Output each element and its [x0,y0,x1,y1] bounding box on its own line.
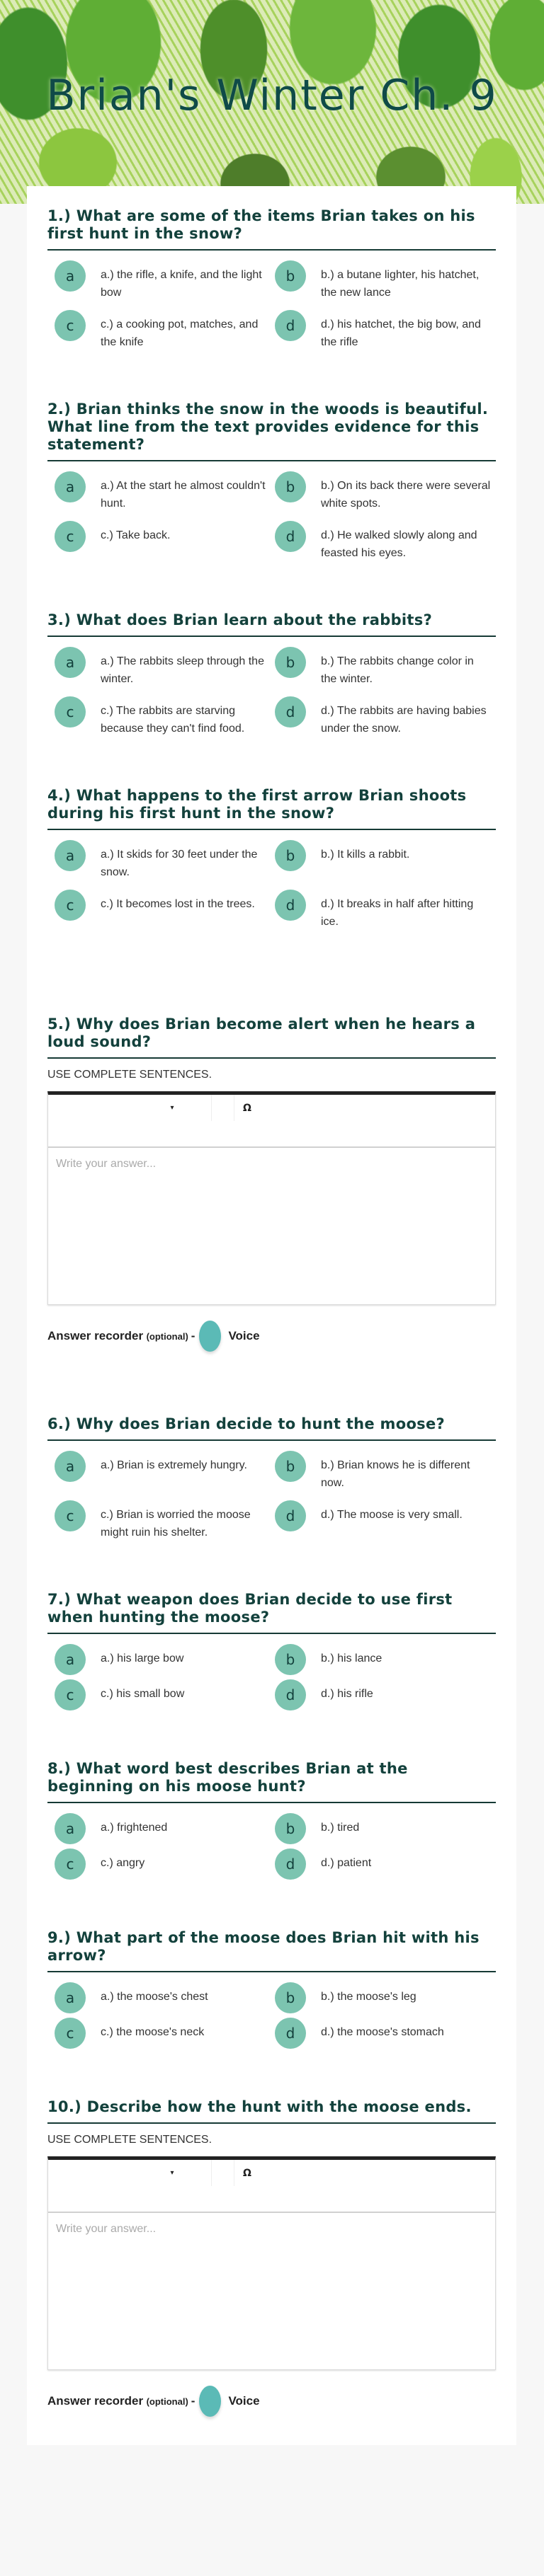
option-letter-badge[interactable]: d [275,1500,306,1531]
page-title: Brian's Winter Ch. 9 [46,71,498,120]
toolbar-button[interactable] [212,2160,234,2186]
option-text: d.) It breaks in half after hitting ice. [321,898,474,928]
option-c[interactable] [55,696,275,737]
option-d[interactable] [275,2018,496,2049]
editor-toolbar [48,2160,495,2213]
option-text: c.) angry [101,1857,145,1869]
options-grid [47,647,496,737]
option-text: b.) On its back there were several white spots. [321,480,491,510]
question-3 [47,611,496,737]
option-text: d.) The moose is very small. [321,1509,463,1521]
option-text: a.) It skids for 30 feet under the snow. [101,849,258,878]
option-c[interactable] [55,521,275,562]
option-letter-badge[interactable]: c [55,310,86,341]
question-9 [47,1929,496,2049]
option-d[interactable] [275,1848,496,1880]
option-text: c.) Brian is worried the moose might ruin his shelter. [101,1509,251,1539]
toolbar-button[interactable] [212,1095,234,1121]
option-a[interactable] [55,647,275,688]
option-letter-badge[interactable]: b [275,1644,306,1675]
option-letter-badge[interactable]: a [55,1644,86,1675]
recorder-dash: - [191,2394,196,2408]
option-letter-badge[interactable]: d [275,696,306,728]
option-d[interactable] [275,696,496,737]
option-text: b.) his lance [321,1652,382,1664]
option-letter-badge[interactable]: c [55,890,86,921]
recorder-dash: - [191,1329,196,1342]
editor-toolbar [48,1095,495,1148]
option-letter-badge[interactable]: b [275,840,306,871]
option-letter-badge[interactable]: d [275,1848,306,1880]
option-text: c.) Take back. [101,529,171,541]
option-c[interactable] [55,310,275,351]
option-d[interactable] [275,1679,496,1710]
omega-icon[interactable]: Ω [243,2167,251,2179]
option-a[interactable] [55,1813,275,1844]
option-letter-badge[interactable]: a [55,647,86,678]
options-grid [47,1982,496,2049]
option-letter-badge[interactable]: a [55,1813,86,1844]
option-letter-badge[interactable]: c [55,1848,86,1880]
option-letter-badge[interactable]: c [55,1500,86,1531]
voice-record-button[interactable] [199,2386,221,2417]
option-d[interactable] [275,310,496,351]
option-text: d.) his hatchet, the big bow, and the rifle [321,318,481,348]
recorder-label: Answer recorder [47,1329,144,1342]
question-title: 5.) Why does Brian become alert when he hears a loud sound? [47,1016,496,1059]
omega-icon[interactable]: Ω [243,1102,251,1114]
option-text: d.) his rifle [321,1688,373,1700]
option-b[interactable] [275,1451,496,1492]
option-letter-badge[interactable]: b [275,471,306,502]
question-title: 1.) What are some of the items Brian takes on his first hunt in the snow? [47,207,496,251]
option-letter-badge[interactable]: b [275,647,306,678]
question-5 [47,1016,496,1352]
option-b[interactable] [275,1982,496,2013]
recorder-optional: (optional) [146,2396,188,2407]
option-b[interactable] [275,840,496,881]
option-text: d.) The rabbits are having babies under the snow. [321,705,487,735]
rich-text-editor [47,2156,496,2370]
question-7 [47,1591,496,1710]
special-character-button[interactable] [234,1095,251,1121]
voice-label: Voice [228,1329,260,1342]
answer-recorder [47,2386,496,2417]
format-dropdown[interactable] [48,2160,212,2186]
option-d[interactable] [275,890,496,931]
option-c[interactable] [55,890,275,931]
option-text: d.) the moose's stomach [321,2026,444,2038]
option-c[interactable] [55,2018,275,2049]
chevron-down-icon[interactable]: ▾ [170,2169,174,2177]
instruction-text: USE COMPLETE SENTENCES. [47,1069,212,1081]
header-banner [0,0,544,204]
options-grid [47,260,496,351]
page-bottom-spacer [0,2445,544,2469]
option-letter-badge[interactable]: a [55,471,86,502]
option-text: a.) his large bow [101,1652,184,1664]
special-character-button[interactable] [234,2160,251,2186]
option-a[interactable] [55,840,275,881]
option-letter-badge[interactable]: c [55,2018,86,2049]
rich-text-editor [47,1091,496,1305]
option-a[interactable] [55,1982,275,2013]
option-text: c.) The rabbits are starving because they can't find food. [101,705,245,735]
option-text: b.) the moose's leg [321,1991,416,2003]
option-letter-badge[interactable]: c [55,521,86,552]
option-c[interactable] [55,1500,275,1541]
option-text: b.) It kills a rabbit. [321,849,410,861]
option-letter-badge[interactable]: a [55,260,86,292]
recorder-optional: (optional) [146,1330,188,1342]
chevron-down-icon[interactable]: ▾ [170,1104,174,1112]
option-letter-badge[interactable]: c [55,696,86,728]
option-letter-badge[interactable]: c [55,1679,86,1710]
option-text: d.) patient [321,1857,372,1869]
option-d[interactable] [275,1500,496,1541]
option-text: a.) the rifle, a knife, and the light bow [101,269,262,299]
question-8 [47,1760,496,1880]
question-title: 2.) Brian thinks the snow in the woods is beautiful. What line from the text provides evidence for this statement? [47,401,496,461]
option-text: c.) the moose's neck [101,2026,205,2038]
option-a[interactable] [55,471,275,512]
option-letter-badge[interactable]: a [55,1451,86,1482]
option-text: b.) Brian knows he is different now. [321,1459,470,1489]
answer-input[interactable] [48,2213,495,2366]
option-letter-badge[interactable]: d [275,521,306,552]
options-grid [47,1451,496,1541]
question-title: 6.) Why does Brian decide to hunt the moose? [47,1415,496,1441]
option-letter-badge[interactable]: d [275,2018,306,2049]
voice-label: Voice [228,2394,260,2408]
option-text: c.) a cooking pot, matches, and the knife [101,318,259,348]
option-c[interactable] [55,1679,275,1710]
worksheet-card [27,186,516,2445]
question-title: 7.) What weapon does Brian decide to use first when hunting the moose? [47,1591,496,1634]
recorder-label: Answer recorder [47,2394,144,2408]
option-letter-badge[interactable]: d [275,1679,306,1710]
option-letter-badge[interactable]: a [55,840,86,871]
question-1 [47,207,496,351]
option-a[interactable] [55,1644,275,1675]
format-dropdown[interactable] [48,1095,212,1121]
option-letter-badge[interactable]: a [55,1982,86,2013]
options-grid [47,840,496,931]
instruction-text: USE COMPLETE SENTENCES. [47,2134,212,2146]
option-letter-badge[interactable]: b [275,1813,306,1844]
option-b[interactable] [275,647,496,688]
options-grid [47,1813,496,1880]
question-title: 10.) Describe how the hunt with the moose ends. [47,2098,496,2124]
question-title: 4.) What happens to the first arrow Brian shoots during his first hunt in the snow? [47,787,496,830]
option-b[interactable] [275,1644,496,1675]
question-title: 3.) What does Brian learn about the rabbits? [47,611,496,637]
option-letter-badge[interactable]: b [275,260,306,292]
option-b[interactable] [275,260,496,301]
question-4 [47,787,496,931]
option-b[interactable] [275,1813,496,1844]
question-title: 9.) What part of the moose does Brian hit with his arrow? [47,1929,496,1972]
question-6 [47,1415,496,1541]
option-text: d.) He walked slowly along and feasted his eyes. [321,529,477,559]
option-letter-badge[interactable]: b [275,1451,306,1482]
option-text: a.) the moose's chest [101,1991,208,2003]
question-title: 8.) What word best describes Brian at the beginning on his moose hunt? [47,1760,496,1803]
question-2 [47,401,496,562]
option-letter-badge[interactable]: b [275,1982,306,2013]
option-a[interactable] [55,1451,275,1492]
question-10 [47,2098,496,2417]
option-text: a.) At the start he almost couldn't hunt. [101,480,266,510]
option-text: c.) his small bow [101,1688,185,1700]
option-b[interactable] [275,471,496,512]
option-letter-badge[interactable]: d [275,890,306,921]
option-text: b.) The rabbits change color in the winter. [321,655,474,685]
option-a[interactable] [55,260,275,301]
options-grid [47,1644,496,1710]
options-grid [47,471,496,562]
option-d[interactable] [275,521,496,562]
option-text: a.) The rabbits sleep through the winter. [101,655,264,685]
option-letter-badge[interactable]: d [275,310,306,341]
answer-recorder [47,1321,496,1352]
option-text: b.) tired [321,1822,360,1834]
option-text: a.) Brian is extremely hungry. [101,1459,247,1471]
option-c[interactable] [55,1848,275,1880]
option-text: a.) frightened [101,1822,168,1834]
answer-input[interactable] [48,1148,495,1301]
option-text: c.) It becomes lost in the trees. [101,898,255,910]
option-text: b.) a butane lighter, his hatchet, the new lance [321,269,480,299]
voice-record-button[interactable] [199,1321,221,1352]
